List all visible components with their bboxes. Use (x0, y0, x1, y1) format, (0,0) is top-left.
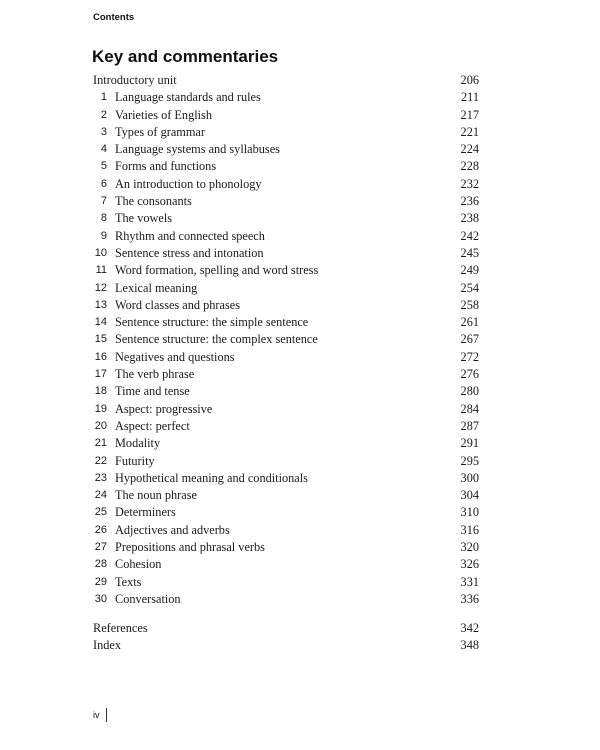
toc-entry-unit-7[interactable] (93, 193, 479, 210)
toc-entry-page: 291 (460, 436, 479, 451)
toc-entry-unit-11[interactable] (93, 262, 479, 279)
toc-entry-label: The consonants (115, 194, 192, 209)
toc-entry-number: 26 (94, 523, 107, 536)
toc-entry-label: Aspect: progressive (115, 401, 213, 416)
toc-entry-page: 342 (460, 621, 479, 635)
toc-entry-label: Introductory unit (93, 73, 177, 87)
toc-entry-number: 7 (100, 195, 107, 208)
toc-entry-number: 3 (100, 125, 107, 138)
toc-entry-label: Hypothetical meaning and conditionals (115, 470, 308, 485)
toc-entry-page: 206 (460, 73, 479, 87)
toc-entry-unit-21[interactable] (93, 435, 479, 452)
toc-entry-unit-10[interactable] (93, 245, 479, 262)
toc-entry-page: 245 (460, 245, 479, 260)
toc-entry-page: 258 (460, 297, 479, 312)
toc-entry-label: Sentence structure: the simple sentence (115, 315, 309, 330)
toc-entry-page: 261 (460, 315, 479, 330)
toc-entry-page: 280 (460, 384, 479, 399)
toc-entry-number: 13 (94, 298, 107, 311)
toc-entry-number: 5 (100, 160, 107, 173)
toc-entry-label: Language standards and rules (115, 90, 261, 105)
toc-entry-number: 18 (94, 385, 107, 398)
toc-entry-unit-25[interactable] (93, 504, 479, 521)
toc-entry-page: 284 (460, 401, 479, 416)
toc-entry-unit-14[interactable] (93, 314, 479, 331)
toc-entry-unit-20[interactable] (93, 418, 479, 435)
toc-entry-label: Varieties of English (115, 107, 212, 122)
toc-entry-number: 1 (100, 91, 107, 104)
toc-entry-number: 10 (94, 246, 107, 259)
toc-entry-label: The noun phrase (115, 488, 197, 503)
toc-entry-unit-12[interactable] (93, 280, 479, 297)
toc-entry-page: 217 (460, 107, 479, 122)
toc-entry-label: Types of grammar (115, 124, 205, 139)
toc-entry-page: 336 (460, 591, 479, 606)
toc-entry-label: The vowels (115, 211, 173, 226)
toc-entry-label: Sentence stress and intonation (115, 245, 264, 260)
toc-entry-number: 12 (94, 281, 107, 294)
toc-entry-page: 228 (460, 159, 479, 174)
toc-entry-unit-13[interactable] (93, 297, 479, 314)
toc-entry-number: 14 (94, 316, 107, 329)
toc-entry-number: 8 (100, 212, 107, 225)
toc-entry-unit-4[interactable] (93, 141, 479, 158)
toc-entry-page: 272 (460, 349, 479, 364)
toc-entry-label: Language systems and syllabuses (115, 142, 280, 157)
toc-entry-page: 331 (460, 574, 479, 589)
toc-entry-label: Adjectives and adverbs (115, 522, 230, 537)
toc-entry-number: 24 (94, 489, 107, 502)
toc-entry-label: Modality (115, 436, 161, 451)
toc-entry-page: 267 (460, 332, 479, 347)
toc-entry-label: Futurity (115, 453, 155, 468)
toc-entry-page: 254 (460, 280, 479, 295)
toc-entry-label: References (93, 621, 148, 635)
toc-entry-page: 326 (460, 557, 479, 572)
toc-entry-unit-18[interactable] (93, 383, 479, 400)
toc-entry-number: 16 (94, 350, 107, 363)
running-header: Contents (93, 12, 135, 23)
toc-entry-page: 249 (460, 263, 479, 278)
toc-entry-unit-9[interactable] (93, 228, 479, 245)
page-number: iv (93, 710, 100, 720)
toc-entry-unit-30[interactable] (93, 591, 479, 608)
toc-entry-unit-23[interactable] (93, 470, 479, 487)
toc-entry-number: 23 (94, 471, 107, 484)
toc-entry-label: Time and tense (115, 384, 190, 399)
toc-entry-number: 25 (94, 506, 107, 519)
toc-entry-unit-24[interactable] (93, 487, 479, 504)
toc-entry-label: Index (93, 638, 121, 653)
toc-entry-unit-3[interactable] (93, 124, 479, 141)
toc-entry-number: 15 (94, 333, 107, 346)
toc-entry-page: 221 (460, 124, 479, 139)
toc-entry-intro[interactable] (93, 72, 479, 89)
toc-entry-number: 21 (94, 437, 107, 450)
toc-entry-page: 287 (460, 418, 479, 433)
toc-entry-label: Rhythm and connected speech (115, 228, 265, 243)
toc-entry-number: 6 (100, 177, 107, 190)
toc-entry-label: Lexical meaning (115, 280, 198, 295)
toc-entry-label: Sentence structure: the complex sentence (115, 332, 318, 347)
toc-entry-unit-8[interactable] (93, 210, 479, 227)
section-title: Key and commentaries (92, 47, 279, 66)
toc-entry-number: 17 (94, 368, 107, 381)
toc-entry-page: 316 (460, 522, 479, 537)
toc-entry-unit-6[interactable] (93, 176, 479, 193)
toc-entry-unit-5[interactable] (93, 158, 479, 175)
toc-entry-unit-29[interactable] (93, 574, 479, 591)
toc-entry-unit-16[interactable] (93, 349, 479, 366)
toc-entry-number: 20 (94, 419, 107, 432)
toc-list (93, 72, 479, 608)
toc-entry-index[interactable] (93, 637, 479, 654)
toc-entry-references[interactable] (93, 620, 479, 637)
toc-entry-label: Negatives and questions (115, 349, 235, 364)
toc-entry-page: 238 (460, 211, 479, 226)
toc-entry-label: Prepositions and phrasal verbs (115, 540, 265, 555)
toc-entry-number: 29 (94, 575, 107, 588)
toc-entry-page: 276 (460, 367, 479, 382)
toc-entry-unit-22[interactable] (93, 453, 479, 470)
toc-entry-unit-2[interactable] (93, 107, 479, 124)
toc-entry-number: 11 (95, 264, 107, 277)
toc-entry-page: 300 (460, 470, 479, 485)
toc-entry-page: 310 (460, 505, 479, 520)
toc-entry-unit-26[interactable] (93, 522, 479, 539)
toc-entry-page: 242 (460, 228, 479, 243)
toc-entry-unit-28[interactable] (93, 556, 479, 573)
toc-entry-page: 211 (461, 90, 479, 105)
toc-entry-unit-17[interactable] (93, 366, 479, 383)
toc-entry-label: An introduction to phonology (115, 176, 262, 191)
toc-entry-label: Word classes and phrases (115, 297, 241, 312)
toc-entry-page: 236 (460, 194, 479, 209)
toc-entry-label: Word formation, spelling and word stress (115, 263, 319, 278)
toc-entry-number: 4 (100, 143, 107, 156)
toc-entry-label: Texts (115, 574, 142, 589)
toc-entry-page: 348 (460, 638, 479, 653)
toc-entry-label: Forms and functions (115, 159, 217, 174)
toc-entry-number: 2 (100, 108, 107, 121)
toc-entry-number: 30 (94, 592, 107, 605)
toc-entry-page: 295 (460, 453, 479, 468)
toc-entry-label: Conversation (115, 591, 181, 606)
toc-entry-page: 232 (460, 176, 479, 191)
toc-entry-page: 304 (460, 488, 479, 503)
toc-entry-number: 27 (94, 541, 107, 554)
toc-entry-unit-1[interactable] (93, 89, 479, 106)
toc-entry-label: Aspect: perfect (115, 418, 190, 433)
folio-rule (106, 708, 107, 722)
toc-entry-label: The verb phrase (115, 367, 195, 382)
toc-entry-label: Cohesion (115, 557, 162, 572)
toc-entry-unit-19[interactable] (93, 401, 479, 418)
toc-entry-page: 320 (460, 540, 479, 555)
toc-entry-page: 224 (460, 142, 479, 157)
toc-entry-unit-27[interactable] (93, 539, 479, 556)
toc-entry-unit-15[interactable] (93, 331, 479, 348)
toc-entry-label: Determiners (115, 505, 176, 520)
toc-entry-number: 22 (94, 454, 107, 467)
toc-entry-number: 28 (94, 558, 107, 571)
toc-entry-number: 9 (100, 229, 107, 242)
back-matter-list (93, 620, 479, 655)
toc-entry-number: 19 (94, 402, 107, 415)
